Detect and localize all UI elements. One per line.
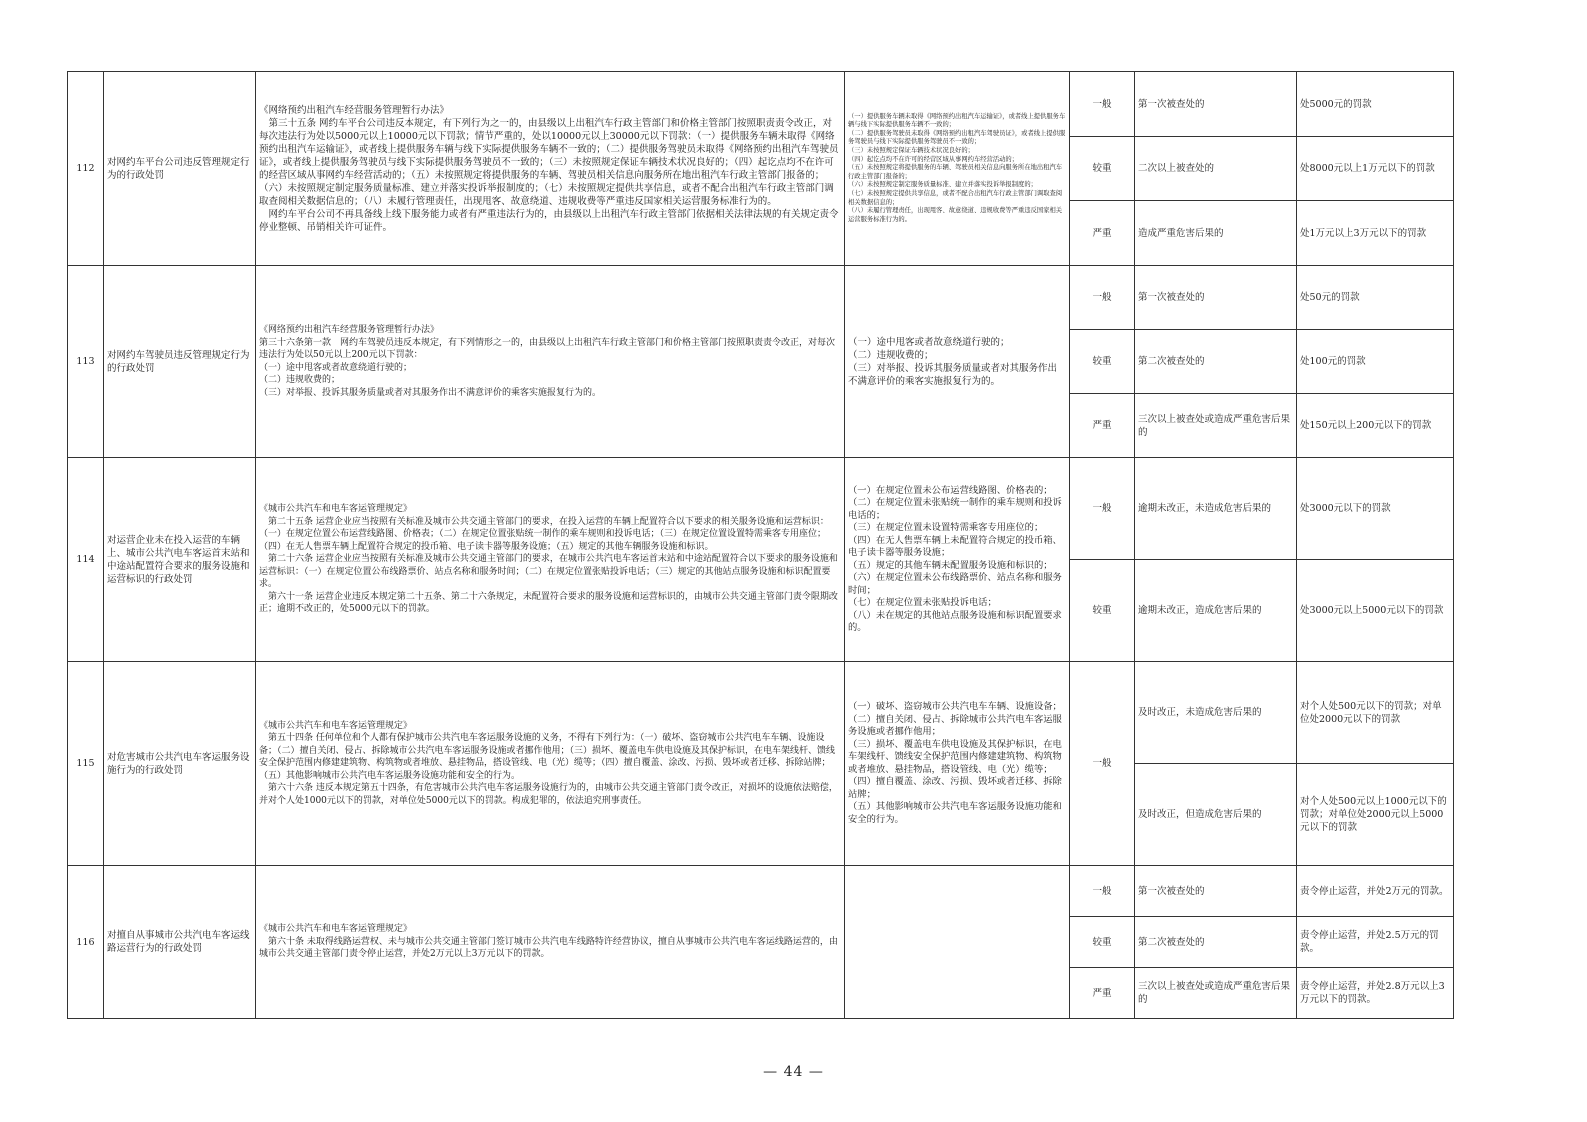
- violation-item: （六）未按照规定制定服务质量标准、建立并落实投诉举报制度的；: [848, 181, 1037, 189]
- penalty: 责令停止运营，并处2.5万元的罚款。: [1297, 917, 1454, 968]
- violation-item: （四）在无人售票车辆上未配置符合规定的投币箱、电子读卡器等服务设施；: [848, 534, 1062, 558]
- violation-list: [845, 866, 1070, 1019]
- severity-level: 一般: [1070, 266, 1135, 330]
- basis-paragraph: 网约车平台公司不再具备线上线下服务能力或者有严重违法行为的，由县级以上出租汽车行政主管部门依据相关法律法规的有关规定责令停业整顿、吊销相关许可证件。: [259, 208, 839, 233]
- circumstance: 第一次被查处的: [1135, 866, 1297, 917]
- basis-paragraph: （二）违规收费的；: [259, 375, 341, 385]
- table-row: [68, 266, 1454, 330]
- violation-list: [845, 266, 1070, 458]
- penalty: 处50元的罚款: [1297, 266, 1454, 330]
- penalty: 处3000元以下的罚款: [1297, 458, 1454, 560]
- penalty: 处3000元以上5000元以下的罚款: [1297, 560, 1454, 662]
- violation-item: （一）提供服务车辆未取得《网络预约出租汽车运输证》，或者线上提供服务车辆与线下实际提供服务车辆不一致的；: [848, 112, 1066, 129]
- violation-item: （三）损坏、覆盖电车供电设施及其保护标识，在电车架线杆、馈线安全保护范围内修建建筑物、构筑物或者堆放、悬挂物品，搭设管线、电（光）缆等；: [848, 738, 1062, 775]
- penalty: 处100元的罚款: [1297, 330, 1454, 394]
- item-name: 对运营企业未在投入运营的车辆上、城市公共汽电车客运首末站和中途站配置符合要求的服务设施和运营标识的行政处罚: [104, 458, 256, 662]
- violation-item: （五）规定的其他车辆未配置服务设施和标识的；: [848, 559, 1053, 571]
- violation-item: （六）在规定位置未公布线路票价、站点名称和服务时间；: [848, 572, 1062, 596]
- violation-item: （二）在规定位置未张贴统一制作的乘车规则和投诉电话的；: [848, 497, 1062, 521]
- violation-item: （五）其他影响城市公共汽电车客运服务设施功能和安全的行为。: [848, 801, 1062, 825]
- circumstance: 三次以上被查处或造成严重危害后果的: [1135, 968, 1297, 1019]
- row-number: 116: [68, 866, 104, 1019]
- circumstance: 第二次被查处的: [1135, 330, 1297, 394]
- item-name: 对网约车平台公司违反管理规定行为的行政处罚: [104, 72, 256, 266]
- basis-paragraph: 第六十六条 违反本规定第五十四条，有危害城市公共汽电车客运服务设施行为的，由城市公共交通主管部门责令改正，对损坏的设施依法赔偿，并对个人处1000元以下的罚款，对单位处5000元以下的罚款。构成犯罪的，依法追究刑事责任。: [259, 783, 838, 806]
- row-number: 114: [68, 458, 104, 662]
- penalty: 处8000元以上1万元以下的罚款: [1297, 137, 1454, 201]
- violation-list: [845, 72, 1070, 266]
- violation-item: （一）在规定位置未公布运营线路图、价格表的；: [848, 484, 1053, 496]
- violation-item: （三）未按照规定保证车辆技术状况良好的；: [848, 147, 974, 155]
- basis-paragraph: 第五十四条 任何单位和个人都有保护城市公共汽电车客运服务设施的义务，不得有下列行为：（一）破坏、盗窃城市公共汽电车车辆、设施设备；（二）擅自关闭、侵占、拆除城市公共汽电车客运服务设施或者挪作他用；（三）损坏、覆盖电车供电设施及其保护标识，在电车架线杆、馈线安全保护范围内修建建筑物、构筑物或者堆放、悬挂物品，搭设管线、电（光）缆等；（四）擅自覆盖、涂改、污损、毁坏或者迁移、拆除站牌；（五）其他影响城市公共汽电车客运服务设施功能和安全的行为。: [259, 733, 836, 781]
- basis-paragraph: 第三十六条第一款 网约车驾驶员违反本规定，有下列情形之一的，由县级以上出租汽车行政主管部门和价格主管部门按照职责责令改正，对每次违法行为处以50元以上200元以下罚款：: [259, 337, 836, 360]
- basis-paragraph: 第三十五条 网约车平台公司违反本规定，有下列行为之一的，由县级以上出租汽车行政主管部门和价格主管部门按照职责责令改正，对每次违法行为处以5000元以上10000元以下罚款；情节严重的，处以10000元以上30000元以下罚款：（一）提供服务车辆未取得《网络预约出租汽车运输证》，或者线上提供服务车辆与线下实际提供服务车辆不一致的；（二）提供服务驾驶员未取得《网络预约出租汽车驾驶员证》，或者线上提供服务驾驶员与线下实际提供服务驾驶员不一致的；（三）未按照规定保证车辆技术状况良好的；（四）起讫点均不在许可的经营区域从事网约车经营活动的；（五）未按照规定将提供服务的车辆、驾驶员相关信息向服务所在地出租汽车行政主管部门报备的；（六）未按照规定制定服务质量标准、建立并落实投诉举报制度的；（七）未按照规定提供共享信息，或者不配合出租汽车行政主管部门调取查阅相关数据信息的；（八）未履行管理责任，出现甩客、故意绕道、违规收费等严重违反国家相关运营服务标准行为的。: [259, 117, 839, 207]
- table-row: [68, 72, 1454, 137]
- severity-level: 一般: [1070, 866, 1135, 917]
- row-number: 112: [68, 72, 104, 266]
- violation-item: （四）起讫点均不在许可的经营区域从事网约车经营活动的；: [848, 155, 1019, 163]
- penalty: 对个人处500元以下的罚款；对单位处2000元以下的罚款: [1297, 662, 1454, 764]
- basis-paragraph: 第二十六条 运营企业应当按照有关标准及城市公共交通主管部门的要求，在城市公共汽电车客运首末站和中途站配置符合以下要求的服务设施和运营标识：（一）在规定位置公布线路票价、站点名称和服务时间；（二）在规定位置张贴投诉电话；（三）规定的其他站点服务设施和标识配置要求。: [259, 554, 838, 590]
- violation-item: （二）提供服务驾驶员未取得《网络预约出租汽车驾驶员证》，或者线上提供服务驾驶员与线下实际提供服务驾驶员不一致的；: [848, 129, 1066, 146]
- penalty: 对个人处500元以上1000元以下的罚款；对单位处2000元以上5000元以下的罚款: [1297, 764, 1454, 866]
- basis-paragraph: （一）途中甩客或者故意绕道行驶的；: [259, 362, 413, 373]
- violation-list: [845, 458, 1070, 662]
- penalty: 处1万元以上3万元以下的罚款: [1297, 201, 1454, 266]
- penalty: 处150元以上200元以下的罚款: [1297, 394, 1454, 458]
- item-name: 对擅自从事城市公共汽电车客运线路运营行为的行政处罚: [104, 866, 256, 1019]
- basis-paragraph: 《城市公共汽车和电车客运管理规定》: [259, 720, 413, 731]
- basis-paragraph: 《城市公共汽车和电车客运管理规定》: [259, 924, 413, 935]
- basis-paragraph: 第六十条 未取得线路运营权、未与城市公共交通主管部门签订城市公共汽电车线路特许经营协议，擅自从事城市公共汽电车客运线路运营的，由城市公共交通主管部门责令停止运营，并处2万元以上3万元以下的罚款。: [259, 936, 838, 960]
- violation-item: （五）未按照规定将提供服务的车辆、驾驶员相关信息向服务所在地出租汽车行政主管部门报备的；: [848, 164, 1063, 180]
- circumstance: 逾期未改正，造成危害后果的: [1135, 560, 1297, 662]
- severity-level: 较重: [1070, 330, 1135, 394]
- basis-paragraph: 《网络预约出租汽车经营服务管理暂行办法》: [259, 325, 440, 335]
- basis-paragraph: （三）对举报、投诉其服务质量或者对其服务作出不满意评价的乘客实施报复行为的。: [259, 387, 602, 398]
- circumstance: 第二次被查处的: [1135, 917, 1297, 968]
- basis-paragraph: 第二十五条 运营企业应当按照有关标准及城市公共交通主管部门的要求，在投入运营的车辆上配置符合以下要求的相关服务设施和运营标识：（一）在规定位置公布运营线路图、价格表；（二）在规定位置张贴统一制作的乘车规则和投诉电话；（三）在规定位置设置特需乘客专用座位；（四）在无人售票车辆上配置符合规定的投币箱、电子读卡器等服务设施；（五）规定的其他车辆服务设施和标识。: [259, 516, 829, 552]
- severity-level: 一般: [1070, 72, 1135, 137]
- violation-item: （四）擅自覆盖、涂改、污损、毁坏或者迁移、拆除站牌；: [848, 776, 1062, 800]
- row-number: 115: [68, 662, 104, 866]
- table-row: [68, 866, 1454, 917]
- circumstance: 造成严重危害后果的: [1135, 201, 1297, 266]
- severity-level: 一般: [1070, 458, 1135, 560]
- legal-basis: [256, 266, 845, 458]
- violation-item: （三）对举报、投诉其服务质量或者对其服务作出不满意评价的乘客实施报复行为的。: [848, 362, 1058, 387]
- circumstance: 三次以上被查处或造成严重危害后果的: [1135, 394, 1297, 458]
- penalty: 责令停止运营，并处2.8万元以上3万元以下的罚款。: [1297, 968, 1454, 1019]
- circumstance: 第一次被查处的: [1135, 266, 1297, 330]
- basis-paragraph: 《网络预约出租汽车经营服务管理暂行办法》: [259, 104, 450, 116]
- violation-item: （一）途中甩客或者故意绕道行驶的；: [848, 336, 1010, 348]
- basis-paragraph: 《城市公共汽车和电车客运管理规定》: [259, 504, 413, 515]
- penalty-discretion-table: [67, 71, 1454, 1019]
- circumstance: 及时改正，未造成危害后果的: [1135, 662, 1297, 764]
- item-name: 对危害城市公共汽电车客运服务设施行为的行政处罚: [104, 662, 256, 866]
- circumstance: 及时改正，但造成危害后果的: [1135, 764, 1297, 866]
- penalty: 处5000元的罚款: [1297, 72, 1454, 137]
- circumstance: 逾期未改正，未造成危害后果的: [1135, 458, 1297, 560]
- violation-item: （七）未按照规定提供共享信息，或者不配合出租汽车行政主管部门调取查阅相关数据信息的；: [848, 189, 1063, 206]
- violation-item: （二）擅自关闭、侵占、拆除城市公共汽电车客运服务设施或者挪作他用；: [848, 713, 1062, 737]
- violation-list: [845, 662, 1070, 866]
- legal-basis: [256, 72, 845, 266]
- table-row: [68, 458, 1454, 560]
- violation-item: （八）未在规定的其他站点服务设施和标识配置要求的。: [848, 609, 1062, 633]
- legal-basis: [256, 662, 845, 866]
- violation-item: （三）在规定位置未设置特需乘客专用座位的；: [848, 522, 1044, 533]
- violation-item: （八）未履行管理责任，出现甩客、故意绕道、违规收费等严重违反国家相关运营服务标准行为的。: [848, 207, 1063, 223]
- table-row: [68, 662, 1454, 764]
- penalty: 责令停止运营，并处2万元的罚款。: [1297, 866, 1454, 917]
- severity-level: 较重: [1070, 560, 1135, 662]
- severity-level: 一般: [1070, 662, 1135, 866]
- page-number: — 44 —: [763, 1064, 824, 1080]
- legal-basis: [256, 458, 845, 662]
- severity-level: 严重: [1070, 201, 1135, 266]
- basis-paragraph: 第六十一条 运营企业违反本规定第二十五条、第二十六条规定，未配置符合要求的服务设施和运营标识的，由城市公共交通主管部门责令限期改正；逾期不改正的，处5000元以下的罚款。: [259, 591, 838, 615]
- row-number: 113: [68, 266, 104, 458]
- violation-item: （二）违规收费的；: [848, 349, 934, 361]
- violation-item: （七）在规定位置未张贴投诉电话；: [848, 597, 997, 608]
- severity-level: 较重: [1070, 137, 1135, 201]
- severity-level: 较重: [1070, 917, 1135, 968]
- severity-level: 严重: [1070, 968, 1135, 1019]
- item-name: 对网约车驾驶员违反管理规定行为的行政处罚: [104, 266, 256, 458]
- violation-item: （一）破坏、盗窃城市公共汽电车车辆、设施设备；: [848, 701, 1062, 712]
- circumstance: 第一次被查处的: [1135, 72, 1297, 137]
- legal-basis: [256, 866, 845, 1019]
- severity-level: 严重: [1070, 394, 1135, 458]
- circumstance: 二次以上被查处的: [1135, 137, 1297, 201]
